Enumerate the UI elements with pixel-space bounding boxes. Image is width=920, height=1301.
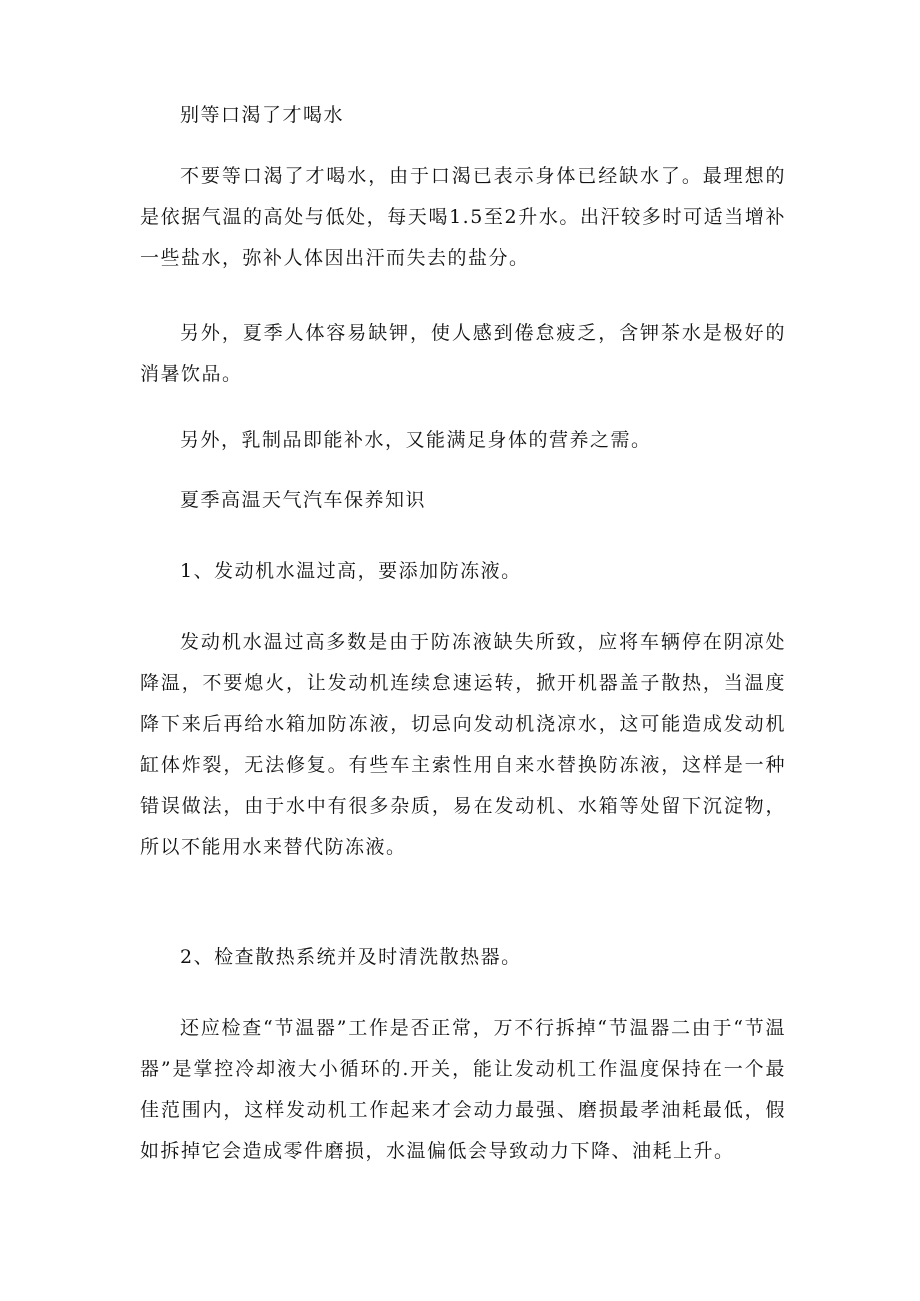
paragraph-potassium: 另外，夏季人体容易缺钾，使人感到倦怠疲乏，含钾茶水是极好的消暑饮品。 (140, 322, 786, 385)
heading-drink-water: 别等口渴了才喝水 (180, 104, 345, 126)
heading-item-2: 2、检查散热系统并及时清洗散热器。 (180, 946, 522, 968)
heading-item-1: 1、发动机水温过高，要添加防冻液。 (180, 560, 522, 582)
paragraph-dairy: 另外，乳制品即能补水，又能满足身体的营养之需。 (180, 429, 652, 451)
paragraph-antifreeze: 发动机水温过高多数是由于防冻液缺失所致，应将车辆停在阴凉处降温，不要熄火，让发动机连续怠速运转，掀开机器盖子散热，当温度降下来后再给水箱加防冻液，切忌向发动机浇凉水，这可能造成发动机缸体炸裂，无法修复。有些车主索性用自来水替换防冻液，这样是一种错误做法，由于水中有很多杂质，易在发动机、水箱等处留下沉淀物，所以不能用水来替代防冻液。 (140, 631, 786, 858)
heading-car-maintenance: 夏季高温天气汽车保养知识 (180, 489, 427, 511)
paragraph-drink-water: 不要等口渴了才喝水，由于口渴已表示身体已经缺水了。最理想的是依据气温的高处与低处，每天喝1.5至2升水。出汗较多时可适当增补一些盐水，弥补人体因出汗而失去的盐分。 (140, 165, 786, 269)
paragraph-thermostat: 还应检查“节温器”工作是否正常，万不行拆掉“节温器二由于“节温器”是掌控冷却液大小循环的.开关，能让发动机工作温度保持在一个最佳范围内，这样发动机工作起来才会动力最强、磨损最孝油耗最低，假如拆掉它会造成零件磨损，水温偏低会导致动力下降、油耗上升。 (140, 1017, 786, 1162)
